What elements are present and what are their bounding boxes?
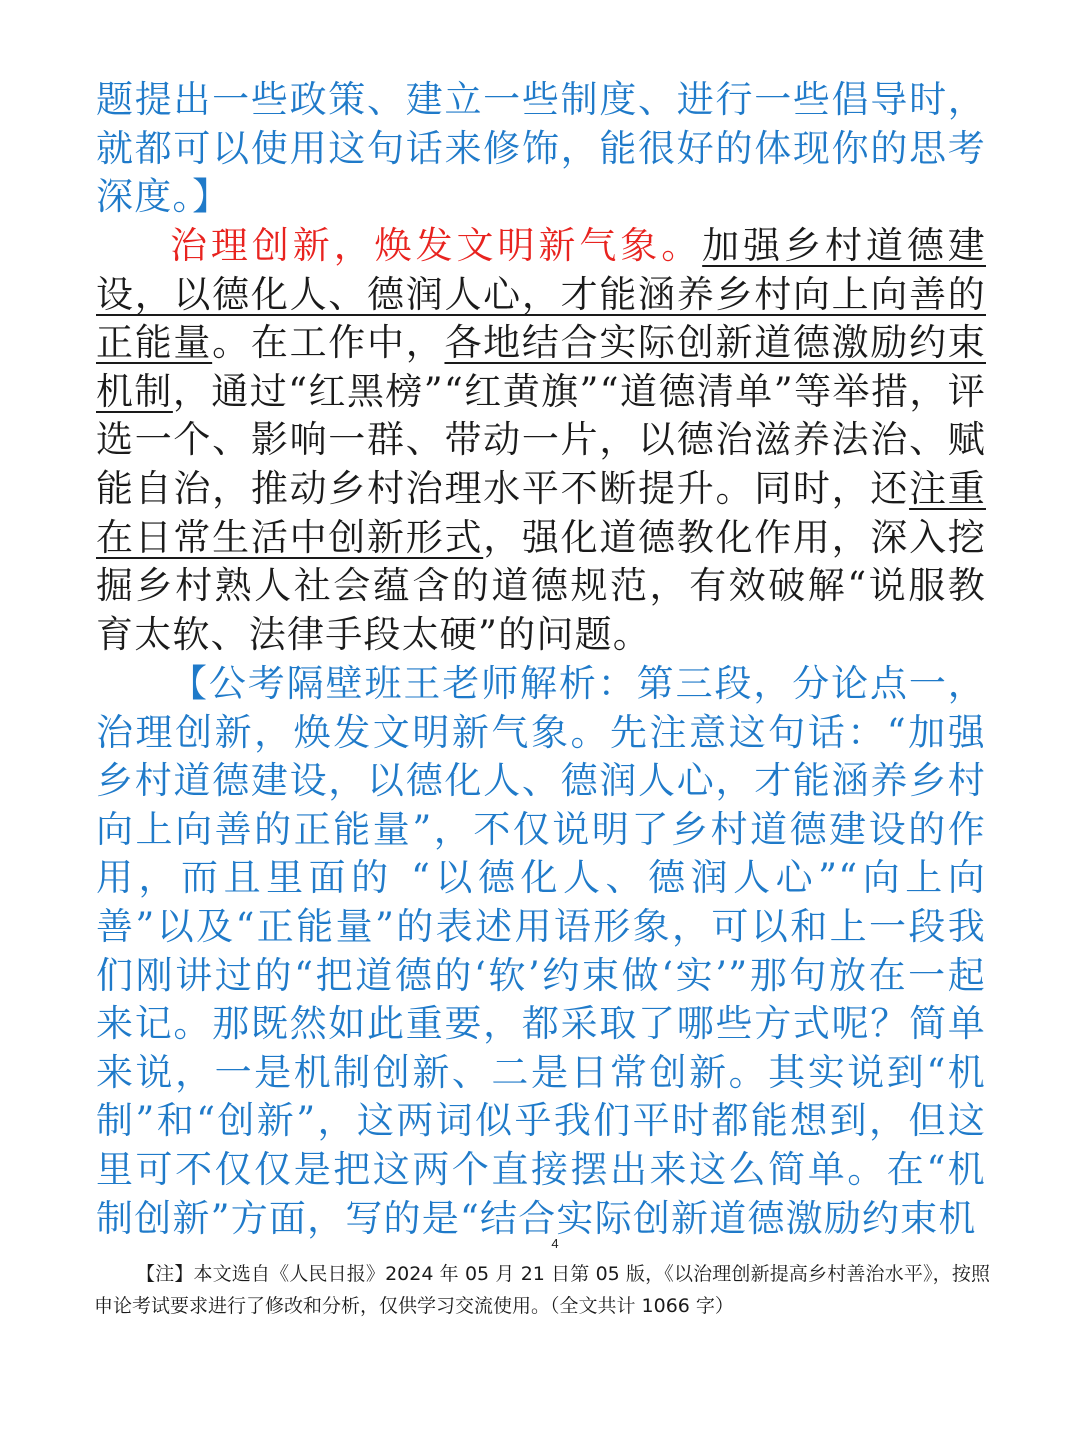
analysis-paragraph-continued: 题提出一些政策、建立一些制度、进行一些倡导时，就都可以使用这句话来修饰，能很好的体现你的思考深度。】 bbox=[96, 78, 986, 219]
body-text: ，通过“红黑榜”“红黄旗”“道德清单”等举措，评选一个、影响一群、带动一片，以德治滋养法治、赋能自治，推动乡村治理水平不断提升。同时，还 bbox=[96, 369, 987, 510]
underlined-key-phrase: 各地结合实际创新道德激励约束机制 bbox=[96, 321, 986, 413]
body-text: 。在工作中， bbox=[212, 321, 445, 365]
section-heading: 治理创新，焕发文明新气象。 bbox=[170, 224, 703, 267]
body-text: ，强化道德教化作用，深入挖掘乡村熟人社会蕴含的道德规范，有效破解“说服教育太软、法律手段太硬”的问题。 bbox=[96, 515, 986, 656]
underlined-key-sentence: 加强乡村道德建设，以德化人、德润人心，才能涵养乡村向上向善的正能量 bbox=[96, 224, 986, 365]
source-note: 【注】本文选自《人民日报》2024 年 05 月 21 日第 05 版，《以治理创新提高乡村善治水平》，按照申论考试要求进行了修改和分析，仅供学习交流使用。（全文共计 1066 字） bbox=[94, 1263, 990, 1317]
underlined-key-phrase: 注重在日常生活中创新形式 bbox=[96, 466, 986, 559]
analysis-paragraph: 【公考隔壁班王老师解析：第三段，分论点一，治理创新，焕发文明新气象。先注意这句话：“加强乡村道德建设，以德化人、德润人心，才能涵养乡村向上向善的正能量”，不仅说明了乡村道德建设的作用，而且里面的 “以德化人、德润人心”“向上向善”以及“正能量”的表述用语形象，可以和上一段我们刚讲过的“把道德的‘软’约束做‘实’”那句放在一起来记。那既然如此重要，都采取了哪些方式呢？简单来说，一是机制创新、二是日常创新。其实说到“机制”和“创新”，这两词似乎我们平时都能想到，但这里可不仅仅是把这两个直接摆出来这么简单。在“机制创新”方面，写的是“结合实际创新道德激励约束机 bbox=[96, 662, 986, 1240]
article-paragraph bbox=[96, 222, 986, 659]
page-number: 4 bbox=[551, 1236, 559, 1251]
